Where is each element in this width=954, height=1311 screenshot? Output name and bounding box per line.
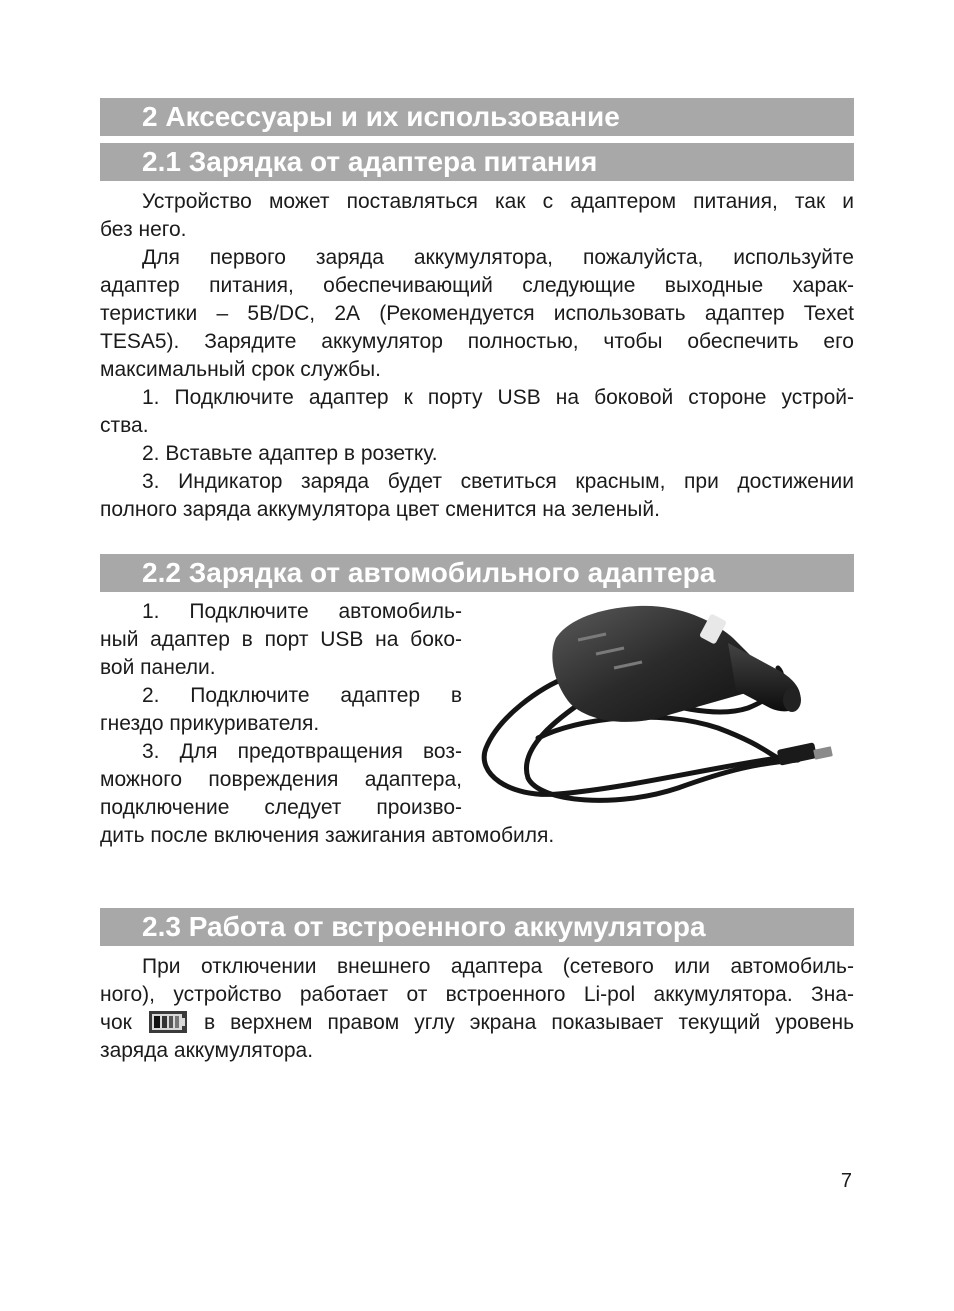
section-2-2-body [100,598,462,822]
list-item-1-cont: ства. [100,414,149,437]
paragraph-text: чок [100,1011,132,1034]
paragraph-line: Для первого заряда аккумулятора, пожалуйста, используйте [142,246,854,269]
paragraph-line: вой панели. [100,656,216,679]
list-item-1: 1. Подключите адаптер к порту USB на боковой стороне устрой- [142,386,854,409]
section-heading-2-1: 2.1 Зарядка от адаптера питания [100,143,854,181]
chapter-heading: 2 Аксессуары и их использование [100,98,854,136]
car-charger-photo [478,598,856,816]
list-item-2: 2. Подключите адаптер в [142,684,462,707]
paragraph-text: в верхнем правом углу экрана показывает текущий уровень [203,1011,855,1034]
paragraph-line: ный адаптер в порт USB на боко- [100,628,462,651]
paragraph-line: можного повреждения адаптера, [100,768,462,791]
list-item-3: 3. Для предотвращения воз- [142,740,462,763]
paragraph-line: подключение следует произво- [100,796,462,819]
list-item-3-cont: полного заряда аккумулятора цвет сменится на зеленый. [100,498,660,521]
paragraph-line: ного), устройство работает от встроенного Li-pol аккумулятора. Зна- [100,983,854,1006]
section-2-3-body [100,953,854,1065]
section-2-2-last-line: дить после включения зажигания автомобиля. [100,824,555,847]
list-item-3: 3. Индикатор заряда будет светиться красным, при достижении [142,470,854,493]
paragraph-line: теристики – 5В/DC, 2А (Рекомендуется использовать адаптер Texet [100,302,854,325]
section-heading-2-2: 2.2 Зарядка от автомобильного адаптера [100,554,854,592]
section-heading-2-3: 2.3 Работа от встроенного аккумулятора [100,908,854,946]
section-2-1-body [100,188,854,524]
paragraph-line [100,1009,854,1037]
paragraph-line: гнездо прикуривателя. [100,712,320,735]
paragraph-line: максимальный срок службы. [100,358,381,381]
list-item-1: 1. Подключите автомобиль- [142,600,462,623]
paragraph-line: без него. [100,218,187,241]
list-item-2: 2. Вставьте адаптер в розетку. [142,442,438,465]
paragraph-line: TESA5). Зарядите аккумулятор полностью, чтобы обеспечить его [100,330,854,353]
paragraph-line: Устройство может поставляться как с адаптером питания, так и [142,190,854,213]
paragraph-line: заряда аккумулятора. [100,1039,314,1062]
paragraph-line: При отключении внешнего адаптера (сетевого или автомобиль- [142,955,854,978]
battery-icon [149,1011,187,1033]
page-number: 7 [840,1170,852,1192]
paragraph-line: адаптер питания, обеспечивающий следующие выходные харак- [100,274,854,297]
